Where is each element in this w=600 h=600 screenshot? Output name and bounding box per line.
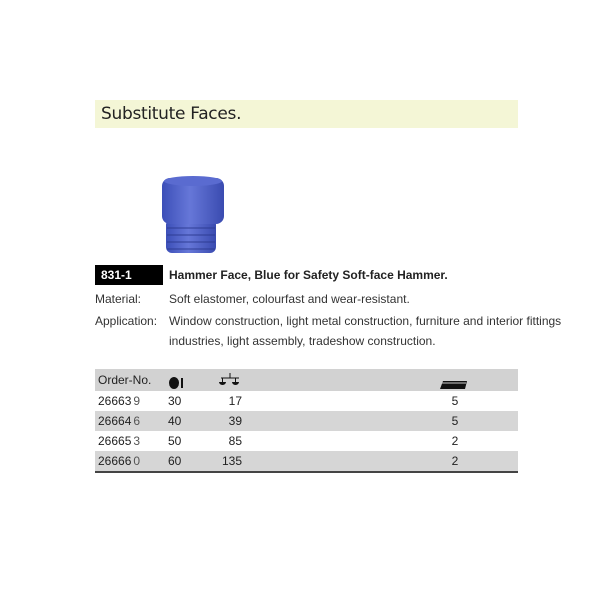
hammer-face-image [160, 172, 228, 256]
section-title: Substitute Faces. [95, 100, 518, 128]
table-row [95, 451, 518, 471]
order-number: 26666 0 [98, 454, 141, 468]
weight-value: 17 [228, 394, 242, 408]
table-row [95, 411, 518, 431]
weight-value: 135 [221, 454, 242, 468]
application-label: Application: [95, 314, 158, 328]
diameter-value: 50 [168, 434, 182, 448]
table-bottom-rule [95, 471, 518, 473]
pack-value: 2 [451, 434, 459, 448]
order-number: 26665 3 [98, 434, 141, 448]
pack-value: 5 [451, 414, 459, 428]
material-label: Material: [95, 292, 142, 306]
table-row [95, 431, 518, 451]
pack-value: 5 [451, 394, 459, 408]
order-number: 26663 9 [98, 394, 141, 408]
order-no-header: Order-No. [98, 373, 152, 387]
table-row [95, 391, 518, 411]
material-value: Soft elastomer, colourfast and wear-resistant. [169, 292, 410, 306]
weight-value: 39 [228, 414, 242, 428]
application-value-line1: Window construction, light metal construction, furniture and interior fittings [169, 314, 562, 328]
pack-value: 2 [451, 454, 459, 468]
order-table [95, 369, 518, 473]
diameter-value: 60 [168, 454, 182, 468]
order-number: 26664 6 [98, 414, 141, 428]
weight-value: 85 [228, 434, 242, 448]
table-header [95, 369, 518, 391]
application-value-line2: industries, light assembly, tradeshow construction. [169, 334, 436, 348]
product-code: 831-1 [95, 265, 163, 285]
product-title: Hammer Face, Blue for Safety Soft-face Hammer. [169, 268, 448, 282]
diameter-value: 30 [168, 394, 182, 408]
diameter-value: 40 [168, 414, 182, 428]
